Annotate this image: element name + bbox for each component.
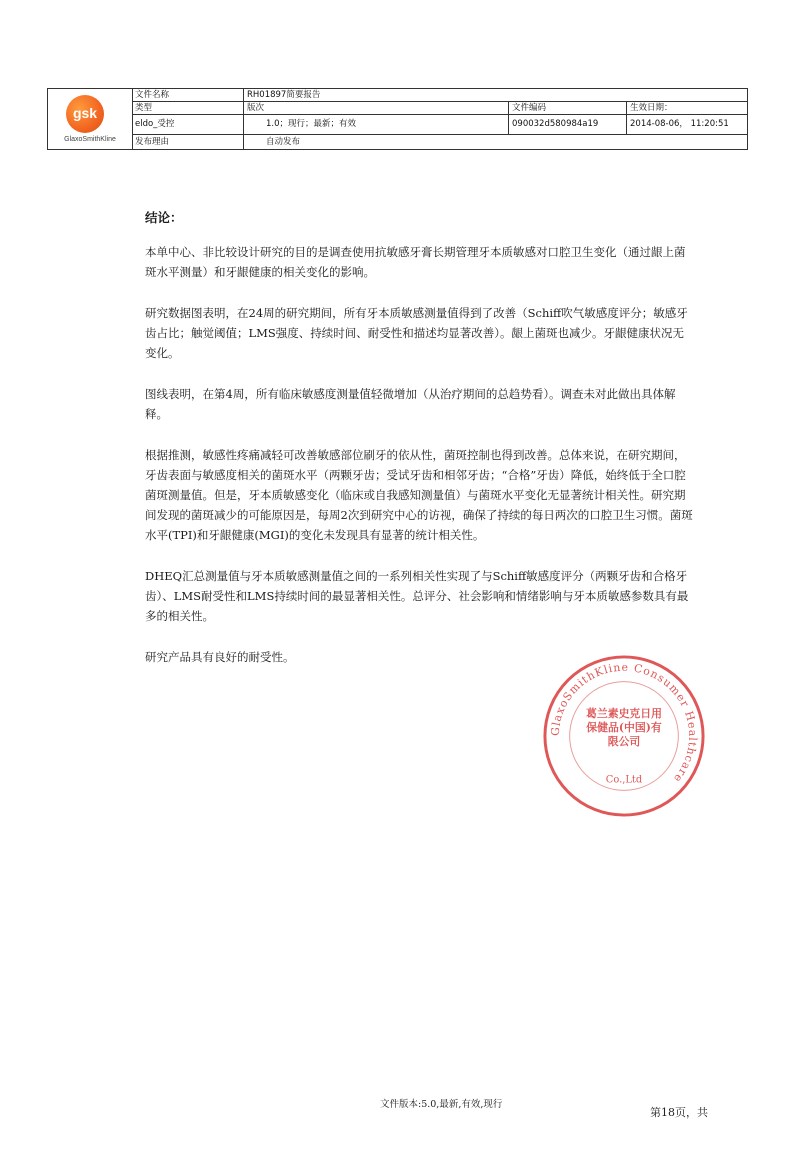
- paragraph-study-purpose: 本单中心、非比较设计研究的目的是调查使用抗敏感牙膏长期管理牙本质敏感对口腔卫生变化（通过龈上菌斑水平测量）和牙龈健康的相关变化的影响。: [145, 245, 686, 279]
- company-seal-stamp: [540, 652, 708, 820]
- footer-page-number: 第18页，共: [650, 1106, 708, 1119]
- version-label: 版次: [247, 103, 265, 113]
- logo-company-name: GlaxoSmithKline: [64, 136, 116, 143]
- release-reason-label: 发布理由: [135, 137, 170, 147]
- doc-name-value: RH01897简要报告: [247, 90, 321, 100]
- paragraph-plaque-analysis: 根据推测，敏感性疼痛减轻可改善敏感部位刷牙的依从性，菌斑控制也得到改善。总体来说，在研究期间，牙齿表面与敏感度相关的菌斑水平（两颗牙齿；受试牙齿和相邻牙齿；“合格”牙齿）降低，始终低于全口腔菌斑测量值。但是，牙本质敏感变化（临床或自我感知测量值）与菌斑水平变化无显著统计相关性。研究期间发现的菌斑减少的可能原因是，每周2次到研究中心的访视，确保了持续的每日两次的口腔卫生习惯。菌斑水平(TPI)和牙龈健康(MGI)的变化未发现具有显著的统计相关性。: [145, 448, 693, 542]
- paragraph-week4-increase: 图线表明，在第4周，所有临床敏感度测量值轻微增加（从治疗期间的总趋势看）。调查未对此做出具体解释。: [145, 387, 676, 421]
- conclusion-heading: 结论：: [145, 210, 183, 225]
- stamp-ring-text: GlaxoSmithKline Consumer Healthcare: [548, 660, 700, 786]
- effective-date-value: 2014-08-06， 11:20:51: [630, 119, 729, 129]
- footer-version-text: 文件版本:5.0,最新,有效,现行: [380, 1099, 503, 1110]
- version-value: 1.0；现行；最新；有效: [266, 119, 357, 129]
- doc-code-label: 文件编码: [512, 103, 547, 113]
- gsk-logo-mark: gsk: [66, 95, 104, 133]
- type-value: eldo_受控: [135, 119, 175, 129]
- document-header-table: [47, 88, 748, 150]
- conclusion-section: [145, 208, 695, 688]
- effective-date-label: 生效日期：: [630, 103, 673, 113]
- release-reason-value: 自动发布: [266, 137, 301, 147]
- stamp-center-text: 葛兰素史克日用保健品(中国)有限公司: [585, 707, 663, 748]
- company-logo: [48, 89, 133, 149]
- stamp-bottom-text: Co.,Ltd: [605, 774, 643, 786]
- doc-name-label: 文件名称: [135, 90, 170, 100]
- doc-code-value: 090032d580984a19: [512, 119, 599, 129]
- paragraph-tolerability: 研究产品具有良好的耐受性。: [145, 650, 295, 664]
- type-label: 类型: [135, 103, 153, 113]
- paragraph-dheq-correlation: DHEQ汇总测量值与牙本质敏感测量值之间的一系列相关性实现了与Schiff敏感度评分（两颗牙齿和合格牙齿）、LMS耐受性和LMS持续时间的最显著相关性。总评分、社会影响和情绪影响与牙本质敏感参数具有最多的相关性。: [145, 569, 689, 623]
- paragraph-study-results: 研究数据图表明，在24周的研究期间，所有牙本质敏感测量值得到了改善（Schiff吹气敏感度评分；敏感牙齿占比；触觉阈值；LMS强度、持续时间、耐受性和描述均显著改善）。龈上菌斑也减少。牙龈健康状况无变化。: [145, 306, 688, 360]
